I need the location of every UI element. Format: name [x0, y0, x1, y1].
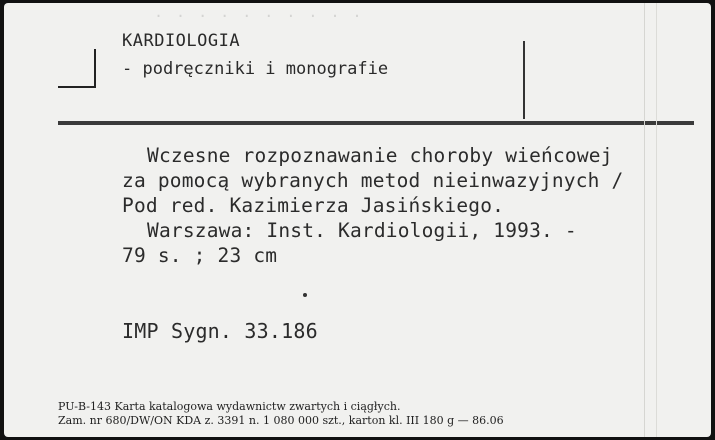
header-rule: [58, 121, 694, 125]
record-title-line: Wczesne rozpoznawanie choroby wieńcowej: [147, 144, 613, 167]
margin-line: [656, 3, 657, 437]
record-editor-line: Pod red. Kazimierza Jasińskiego.: [122, 194, 505, 217]
corner-mark-vertical: [94, 49, 96, 87]
record-collation-line: 79 s. ; 23 cm: [122, 244, 278, 267]
subject-subheading: - podręczniki i monografie: [122, 59, 389, 79]
subject-heading: KARDIOLOGIA: [122, 31, 241, 51]
bleed-through-text: · · · · · · · · · ·: [154, 7, 364, 25]
card-footer-line: Zam. nr 680/DW/ON KDA z. 3391 n. 1 080 000 szt., karton kl. III 180 g — 86.06: [58, 414, 504, 427]
punch-dot: [303, 293, 307, 297]
card-footer-line: PU-B-143 Karta katalogowa wydawnictw zwartych i ciągłych.: [58, 400, 401, 413]
catalog-card: [4, 3, 711, 437]
corner-mark-horizontal: [58, 86, 96, 88]
record-imprint-line: Warszawa: Inst. Kardiologii, 1993. -: [147, 219, 577, 242]
heading-divider: [523, 41, 525, 119]
call-number: IMP Sygn. 33.186: [122, 319, 318, 343]
margin-line: [644, 3, 645, 437]
record-title-line: za pomocą wybranych metod nieinwazyjnych /: [122, 169, 624, 192]
